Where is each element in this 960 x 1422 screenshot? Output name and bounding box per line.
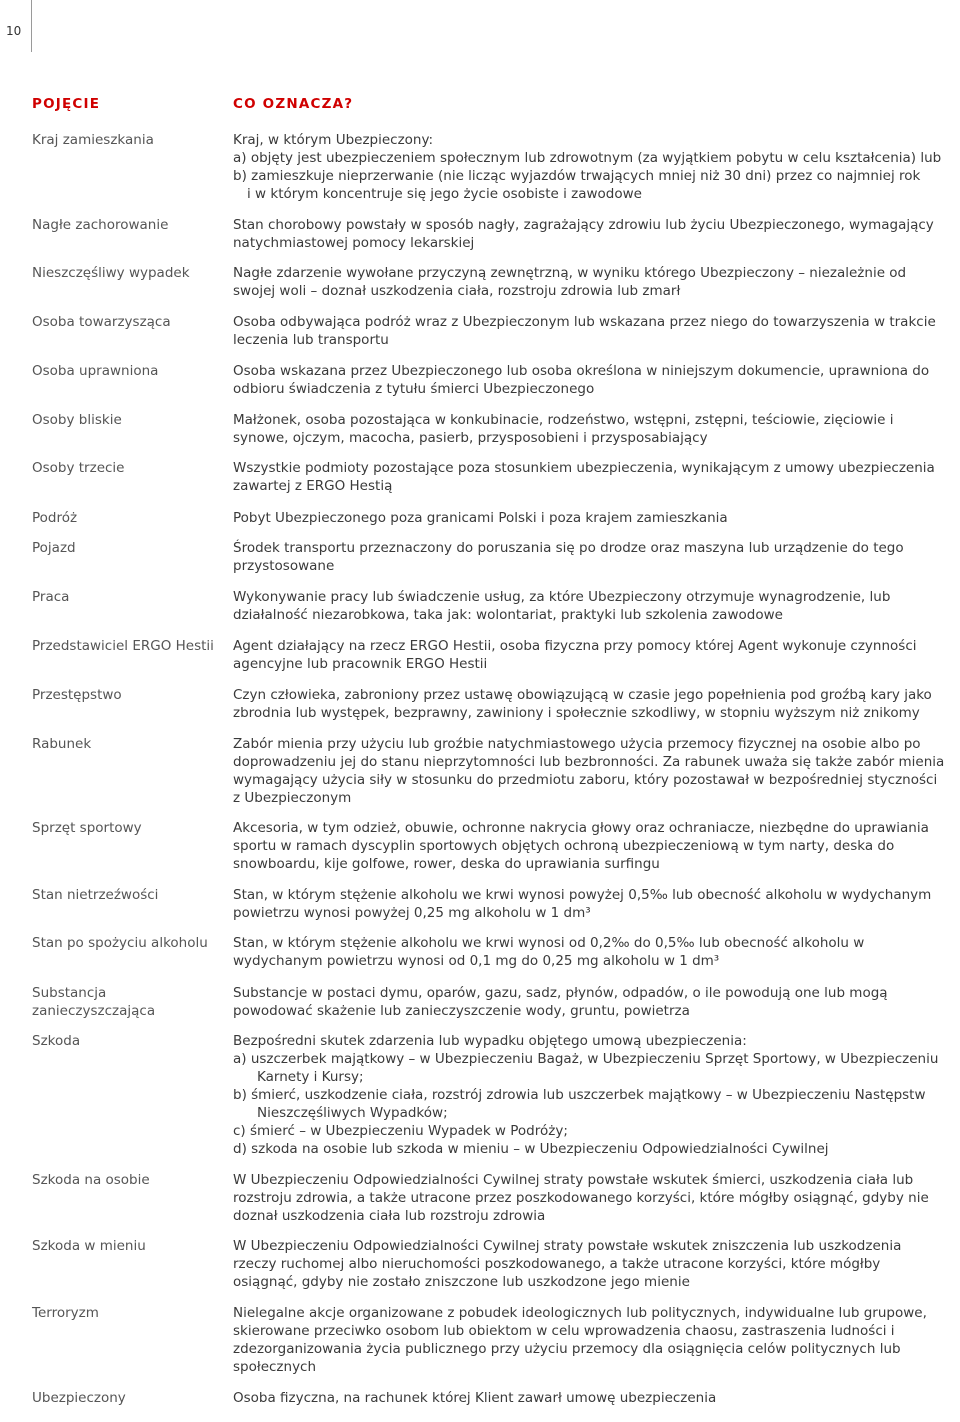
margin-rule (31, 0, 32, 52)
definition-text: Osoba fizyczna, na rachunek której Klient zawarł umowę ubezpieczenia (233, 1390, 717, 1406)
definition-line: a) objęty jest ubezpieczeniem społecznym lub zdrowotnym (za wyjątkiem pobytu w celu kształcenia) lub (233, 150, 942, 166)
term-pojazd: Pojazd (32, 540, 76, 556)
definition-text: Osoba odbywająca podróż wraz z Ubezpieczonym lub wskazana przez niego do towarzyszenia w trakcie leczenia lub transportu (233, 314, 936, 348)
definition-item: b) śmierć, uszkodzenie ciała, rozstrój zdrowia lub uszczerbek majątkowy – w Ubezpieczeniu Następstw Nieszczęśliwych Wypadków; (233, 1087, 926, 1121)
definition-szkoda-w-mieniu (233, 1237, 945, 1291)
term-nagle-zachorowanie: Nagłe zachorowanie (32, 217, 169, 233)
definition-item: a) uszczerbek majątkowy – w Ubezpieczeniu Bagaż, w Ubezpieczeniu Sprzęt Sportowy, w Ubezpieczeniu Karnety i Kursy; (233, 1051, 939, 1085)
definition-text: Czyn człowieka, zabroniony przez ustawę obowiązującą w czasie jego popełnienia pod groźbą kary jako zbrodnia lub występek, bezprawny, zawiniony i społecznie szkodliwy, w stopniu wyższym niż znikomy (233, 687, 932, 721)
definition-praca (233, 588, 945, 624)
definition-kraj-zamieszkania (233, 131, 945, 203)
term-substancja-zanieczyszczajaca: Substancja zanieczyszczająca (32, 985, 156, 1019)
definition-text: Agent działający na rzecz ERGO Hestii, osoba fizyczna przy pomocy której Agent wykonuje czynności agencyjne lub pracownik ERGO Hestii (233, 638, 917, 672)
definition-szkoda (233, 1032, 945, 1158)
definition-substancja-zanieczyszczajaca (233, 984, 945, 1020)
definition-podroz (233, 509, 945, 527)
definition-pojazd (233, 539, 945, 575)
definition-item: c) śmierć – w Ubezpieczeniu Wypadek w Podróży; (233, 1123, 568, 1139)
term-stan-nietrzezwosci: Stan nietrzeźwości (32, 887, 159, 903)
definition-text: Stan, w którym stężenie alkoholu we krwi wynosi od 0,2‰ do 0,5‰ lub obecność alkoholu w wydychanym powietrzu wynosi od 0,1 mg do 0,25 mg alkoholu w 1 dm³ (233, 935, 865, 969)
term-terroryzm: Terroryzm (32, 1305, 99, 1321)
definition-rabunek (233, 735, 945, 807)
definition-ubezpieczony (233, 1389, 945, 1407)
term-szkoda: Szkoda (32, 1033, 81, 1049)
page-number: 10 (6, 24, 22, 38)
column-header-term: POJĘCIE (32, 96, 101, 112)
definition-text: Wykonywanie pracy lub świadczenie usług, za które Ubezpieczony otrzymuje wynagrodzenie, lub działalność niezarobkowa, taka jak: wolontariat, praktyki lub szkolenia zawodowe (233, 589, 891, 623)
definition-osoba-uprawniona (233, 362, 945, 398)
term-sprzet-sportowy: Sprzęt sportowy (32, 820, 142, 836)
definition-line: Bezpośredni skutek zdarzenia lub wypadku objętego umową ubezpieczenia: (233, 1033, 747, 1049)
definition-text: W Ubezpieczeniu Odpowiedzialności Cywilnej straty powstałe wskutek zniszczenia lub uszkodzenia rzeczy ruchomej albo nieruchomości poszkodowanego, a także utracone korzyści, które mógłby osiągnąć, gdyby nie zostało zniszczone lub uszkodzone jego mienie (233, 1238, 902, 1290)
definition-text: Stan, w którym stężenie alkoholu we krwi wynosi powyżej 0,5‰ lub obecność alkoholu w wydychanym powietrzu wynosi powyżej 0,25 mg alkoholu w 1 dm³ (233, 887, 932, 921)
definition-text: Nagłe zdarzenie wywołane przyczyną zewnętrzną, w wyniku którego Ubezpieczony – niezależnie od swojej woli – doznał uszkodzenia ciała, rozstroju zdrowia lub zmarł (233, 265, 907, 299)
definition-line: Kraj, w którym Ubezpieczony: (233, 132, 434, 148)
term-stan-po-spozyciu-alkoholu: Stan po spożyciu alkoholu (32, 935, 208, 951)
definition-text: Małżonek, osoba pozostająca w konkubinacie, rodzeństwo, wstępni, zstępni, teściowie, zięciowie i synowe, ojczym, macocha, pasierb, przysposobieni i przysposabiający (233, 412, 894, 446)
definition-text: Wszystkie podmioty pozostające poza stosunkiem ubezpieczenia, wynikającym z umowy ubezpieczenia zawartej z ERGO Hestią (233, 460, 935, 494)
term-kraj-zamieszkania: Kraj zamieszkania (32, 132, 154, 148)
definition-przestepstwo (233, 686, 945, 722)
definition-text: Stan chorobowy powstały w sposób nagły, zagrażający zdrowiu lub życiu Ubezpieczonego, wymagający natychmiastowej pomocy lekarskiej (233, 217, 934, 251)
term-osoby-trzecie: Osoby trzecie (32, 460, 125, 476)
definition-text: Nielegalne akcje organizowane z pobudek ideologicznych lub politycznych, indywidualne lub grupowe, skierowane przeciwko osobom lub obiektom w celu wprowadzenia chaosu, zastraszenia ludności i zdezorganizowania życia publicznego przy użyciu przemocy dla osiągnięcia celów politycznych lub społecznych (233, 1305, 927, 1375)
definition-osoby-trzecie (233, 459, 945, 495)
term-podroz: Podróż (32, 510, 78, 526)
definition-text: Substancje w postaci dymu, oparów, gazu, sadz, płynów, odpadów, o ile powodują one lub mogą powodować skażenie lub zanieczyszczenie wody, gruntu, powietrza (233, 985, 888, 1019)
definition-text: Akcesoria, w tym odzież, obuwie, ochronne nakrycia głowy oraz ochraniacze, niezbędne do uprawiania sportu w ramach dyscyplin sportowych objętych ochroną ubezpieczeniową w tym narty, deska do snowboardu, kije golfowe, rower, deska do uprawiania surfingu (233, 820, 929, 872)
definition-text: Zabór mienia przy użyciu lub groźbie natychmiastowego użycia przemocy fizycznej na osobie albo po doprowadzeniu jej do stanu nieprzytomności lub bezbronności. Za rabunek uważa się także zabór mienia wymagający użycia siły w stosunku do przedmiotu zaboru, który pozostawał w bezpośredniej styczności z Ubezpieczonym (233, 736, 945, 806)
definition-text: Środek transportu przeznaczony do poruszania się po drodze oraz maszyna lub urządzenie do tego przystosowane (233, 540, 904, 574)
term-przestepstwo: Przestępstwo (32, 687, 122, 703)
term-szkoda-na-osobie: Szkoda na osobie (32, 1172, 150, 1188)
definition-stan-po-spozyciu-alkoholu (233, 934, 945, 970)
definition-osoba-towarzyszaca (233, 313, 945, 349)
definition-osoby-bliskie (233, 411, 945, 447)
term-rabunek: Rabunek (32, 736, 92, 752)
definition-nieszczesliwy-wypadek (233, 264, 945, 300)
term-osoba-uprawniona: Osoba uprawniona (32, 363, 159, 379)
definition-szkoda-na-osobie (233, 1171, 945, 1225)
term-nieszczesliwy-wypadek: Nieszczęśliwy wypadek (32, 265, 190, 281)
definition-sprzet-sportowy (233, 819, 945, 873)
definition-przedstawiciel-ergo-hestii (233, 637, 945, 673)
definition-line: b) zamieszkuje nieprzerwanie (nie licząc wyjazdów trwających mniej niż 30 dni) przez co najmniej rok (233, 168, 921, 184)
term-osoby-bliskie: Osoby bliskie (32, 412, 122, 428)
definition-item: d) szkoda na osobie lub szkoda w mieniu – w Ubezpieczeniu Odpowiedzialności Cywilnej (233, 1141, 829, 1157)
term-szkoda-w-mieniu: Szkoda w mieniu (32, 1238, 146, 1254)
definition-stan-nietrzezwosci (233, 886, 945, 922)
definition-terroryzm (233, 1304, 945, 1376)
definition-text: W Ubezpieczeniu Odpowiedzialności Cywilnej straty powstałe wskutek śmierci, uszkodzenia ciała lub rozstroju zdrowia, a także utracone przez poszkodowanego korzyści, które mógłby osiągnąć, gdyby nie doznał uszkodzenia ciała lub rozstroju zdrowia (233, 1172, 929, 1224)
column-header-meaning: CO OZNACZA? (233, 96, 354, 112)
term-praca: Praca (32, 589, 70, 605)
definition-text: Osoba wskazana przez Ubezpieczonego lub osoba określona w niniejszym dokumencie, uprawniona do odbioru świadczenia z tytułu śmierci Ubezpieczonego (233, 363, 930, 397)
definition-line: i w którym koncentruje się jego życie osobiste i zawodowe (247, 186, 642, 202)
term-przedstawiciel-ergo-hestii: Przedstawiciel ERGO Hestii (32, 638, 214, 654)
term-ubezpieczony: Ubezpieczony (32, 1390, 126, 1406)
definition-text: Pobyt Ubezpieczonego poza granicami Polski i poza krajem zamieszkania (233, 510, 728, 526)
definition-nagle-zachorowanie (233, 216, 945, 252)
term-osoba-towarzyszaca: Osoba towarzysząca (32, 314, 171, 330)
